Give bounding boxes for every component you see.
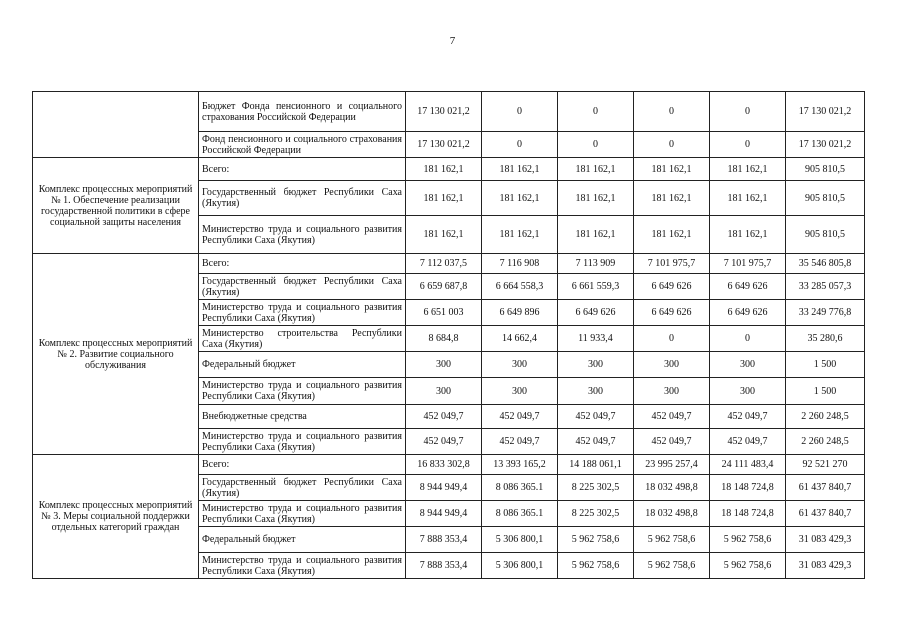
total-value-cell: 33 285 057,3 — [786, 274, 865, 300]
value-cell: 24 111 483,4 — [710, 455, 786, 475]
value-cell: 181 162,1 — [406, 216, 482, 254]
page-number: 7 — [449, 35, 456, 47]
total-value-cell: 2 260 248,5 — [786, 405, 865, 429]
value-cell: 300 — [634, 352, 710, 378]
funding-source-cell: Внебюджетные средства — [199, 405, 406, 429]
funding-source-cell: Министерство труда и социального развития Республики Саха (Якутия) — [199, 300, 406, 326]
value-cell: 18 148 724,8 — [710, 475, 786, 501]
value-cell: 0 — [482, 92, 558, 132]
value-cell: 452 049,7 — [634, 405, 710, 429]
program-name-cell: Комплекс процессных мероприятий № 1. Обеспечение реализации государственной политики в сфере социальной защиты населения — [33, 158, 199, 254]
value-cell: 452 049,7 — [710, 405, 786, 429]
value-cell: 452 049,7 — [406, 429, 482, 455]
funding-source-cell: Бюджет Фонда пенсионного и социального страхования Российской Федерации — [199, 92, 406, 132]
value-cell: 181 162,1 — [710, 181, 786, 216]
value-cell: 6 649 896 — [482, 300, 558, 326]
funding-source-cell: Всего: — [199, 254, 406, 274]
value-cell: 8 225 302,5 — [558, 501, 634, 527]
value-cell: 17 130 021,2 — [406, 92, 482, 132]
value-cell: 13 393 165,2 — [482, 455, 558, 475]
value-cell: 18 032 498,8 — [634, 501, 710, 527]
value-cell: 8 225 302,5 — [558, 475, 634, 501]
value-cell: 181 162,1 — [482, 216, 558, 254]
value-cell: 8 086 365.1 — [482, 475, 558, 501]
value-cell: 181 162,1 — [558, 158, 634, 181]
value-cell: 452 049,7 — [406, 405, 482, 429]
funding-source-cell: Государственный бюджет Республики Саха (Якутия) — [199, 181, 406, 216]
funding-source-cell: Всего: — [199, 455, 406, 475]
value-cell: 5 962 758,6 — [710, 527, 786, 553]
value-cell: 181 162,1 — [482, 181, 558, 216]
total-value-cell: 31 083 429,3 — [786, 527, 865, 553]
value-cell: 6 651 003 — [406, 300, 482, 326]
funding-source-cell: Министерство труда и социального развития Республики Саха (Якутия) — [199, 501, 406, 527]
total-value-cell: 31 083 429,3 — [786, 553, 865, 579]
value-cell: 452 049,7 — [558, 429, 634, 455]
value-cell: 0 — [482, 132, 558, 158]
program-name-cell: Комплекс процессных мероприятий № 3. Меры социальной поддержки отдельных категорий граждан — [33, 455, 199, 579]
value-cell: 7 888 353,4 — [406, 553, 482, 579]
total-value-cell: 905 810,5 — [786, 158, 865, 181]
value-cell: 181 162,1 — [406, 181, 482, 216]
value-cell: 8 684,8 — [406, 326, 482, 352]
value-cell: 6 661 559,3 — [558, 274, 634, 300]
total-value-cell: 1 500 — [786, 378, 865, 405]
value-cell: 18 148 724,8 — [710, 501, 786, 527]
funding-table — [32, 91, 865, 579]
value-cell: 5 306 800,1 — [482, 553, 558, 579]
funding-source-cell: Федеральный бюджет — [199, 352, 406, 378]
value-cell: 0 — [558, 132, 634, 158]
total-value-cell: 33 249 776,8 — [786, 300, 865, 326]
value-cell: 300 — [558, 352, 634, 378]
value-cell: 0 — [710, 132, 786, 158]
value-cell: 0 — [710, 92, 786, 132]
value-cell: 181 162,1 — [406, 158, 482, 181]
table-row — [33, 455, 865, 475]
value-cell: 11 933,4 — [558, 326, 634, 352]
value-cell: 6 659 687,8 — [406, 274, 482, 300]
value-cell: 7 101 975,7 — [634, 254, 710, 274]
value-cell: 5 962 758,6 — [558, 553, 634, 579]
table-row — [33, 158, 865, 181]
value-cell: 18 032 498,8 — [634, 475, 710, 501]
value-cell: 300 — [710, 352, 786, 378]
value-cell: 6 649 626 — [558, 300, 634, 326]
value-cell: 6 649 626 — [710, 300, 786, 326]
value-cell: 5 962 758,6 — [710, 553, 786, 579]
table-row — [33, 254, 865, 274]
funding-source-cell: Федеральный бюджет — [199, 527, 406, 553]
value-cell: 5 962 758,6 — [634, 527, 710, 553]
value-cell: 5 962 758,6 — [634, 553, 710, 579]
funding-source-cell: Всего: — [199, 158, 406, 181]
value-cell: 452 049,7 — [558, 405, 634, 429]
value-cell: 181 162,1 — [710, 216, 786, 254]
value-cell: 181 162,1 — [482, 158, 558, 181]
table-body — [33, 92, 865, 579]
value-cell: 23 995 257,4 — [634, 455, 710, 475]
table-row — [33, 92, 865, 132]
total-value-cell: 17 130 021,2 — [786, 92, 865, 132]
funding-source-cell: Министерство строительства Республики Саха (Якутия) — [199, 326, 406, 352]
value-cell: 0 — [634, 326, 710, 352]
value-cell: 7 101 975,7 — [710, 254, 786, 274]
funding-source-cell: Государственный бюджет Республики Саха (Якутия) — [199, 274, 406, 300]
value-cell: 7 112 037,5 — [406, 254, 482, 274]
value-cell: 0 — [634, 132, 710, 158]
total-value-cell: 905 810,5 — [786, 216, 865, 254]
total-value-cell: 92 521 270 — [786, 455, 865, 475]
total-value-cell: 61 437 840,7 — [786, 475, 865, 501]
value-cell: 452 049,7 — [710, 429, 786, 455]
value-cell: 0 — [558, 92, 634, 132]
value-cell: 5 306 800,1 — [482, 527, 558, 553]
value-cell: 452 049,7 — [482, 405, 558, 429]
value-cell: 181 162,1 — [634, 158, 710, 181]
total-value-cell: 35 546 805,8 — [786, 254, 865, 274]
total-value-cell: 2 260 248,5 — [786, 429, 865, 455]
total-value-cell: 61 437 840,7 — [786, 501, 865, 527]
program-name-cell — [33, 92, 199, 158]
value-cell: 300 — [558, 378, 634, 405]
funding-source-cell: Фонд пенсионного и социального страхования Российской Федерации — [199, 132, 406, 158]
value-cell: 0 — [710, 326, 786, 352]
funding-source-cell: Министерство труда и социального развития Республики Саха (Якутия) — [199, 429, 406, 455]
value-cell: 181 162,1 — [558, 216, 634, 254]
total-value-cell: 17 130 021,2 — [786, 132, 865, 158]
value-cell: 6 649 626 — [710, 274, 786, 300]
value-cell: 181 162,1 — [634, 216, 710, 254]
funding-source-cell: Министерство труда и социального развития Республики Саха (Якутия) — [199, 378, 406, 405]
value-cell: 7 888 353,4 — [406, 527, 482, 553]
value-cell: 8 086 365.1 — [482, 501, 558, 527]
value-cell: 8 944 949,4 — [406, 475, 482, 501]
value-cell: 7 113 909 — [558, 254, 634, 274]
value-cell: 14 188 061,1 — [558, 455, 634, 475]
value-cell: 16 833 302,8 — [406, 455, 482, 475]
value-cell: 0 — [634, 92, 710, 132]
value-cell: 300 — [406, 378, 482, 405]
value-cell: 6 649 626 — [634, 274, 710, 300]
value-cell: 452 049,7 — [634, 429, 710, 455]
value-cell: 6 649 626 — [634, 300, 710, 326]
value-cell: 300 — [482, 352, 558, 378]
value-cell: 300 — [482, 378, 558, 405]
value-cell: 452 049,7 — [482, 429, 558, 455]
value-cell: 8 944 949,4 — [406, 501, 482, 527]
value-cell: 5 962 758,6 — [558, 527, 634, 553]
value-cell: 6 664 558,3 — [482, 274, 558, 300]
value-cell: 300 — [406, 352, 482, 378]
funding-source-cell: Министерство труда и социального развития Республики Саха (Якутия) — [199, 216, 406, 254]
value-cell: 181 162,1 — [558, 181, 634, 216]
value-cell: 181 162,1 — [634, 181, 710, 216]
value-cell: 300 — [634, 378, 710, 405]
funding-source-cell: Государственный бюджет Республики Саха (Якутия) — [199, 475, 406, 501]
value-cell: 181 162,1 — [710, 158, 786, 181]
total-value-cell: 905 810,5 — [786, 181, 865, 216]
value-cell: 7 116 908 — [482, 254, 558, 274]
value-cell: 14 662,4 — [482, 326, 558, 352]
value-cell: 300 — [710, 378, 786, 405]
total-value-cell: 1 500 — [786, 352, 865, 378]
value-cell: 17 130 021,2 — [406, 132, 482, 158]
total-value-cell: 35 280,6 — [786, 326, 865, 352]
funding-source-cell: Министерство труда и социального развития Республики Саха (Якутия) — [199, 553, 406, 579]
program-name-cell: Комплекс процессных мероприятий № 2. Развитие социального обслуживания — [33, 254, 199, 455]
